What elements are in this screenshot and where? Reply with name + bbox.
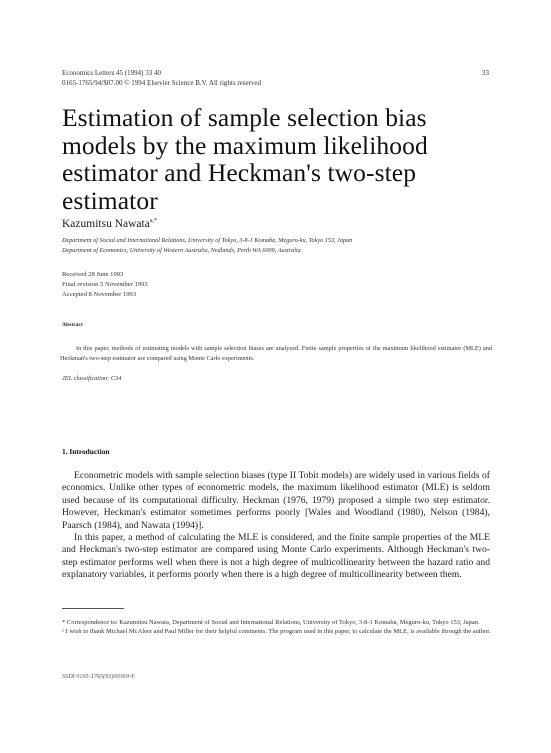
footnotes <box>62 618 492 637</box>
affiliation-1: Department of Social and International Relations, University of Tokyo, 3-8-1 Komaba, Meguro-ku, Tokyo 153, Japan <box>62 237 353 244</box>
footnote-acknowledgement: ¹ I wish to thank Michael McAleer and Paul Miller for their helpful comments. The program used in this paper, to calculate the MLE, is available through the author. <box>62 628 491 636</box>
author-name: Kazumitsu Nawata <box>62 218 150 230</box>
author-line <box>62 218 157 230</box>
jel-classification: JEL classification: C34 <box>62 375 122 382</box>
paragraph-2: In this paper, a method of calculating the MLE is considered, and the finite sample properties of the MLE and Heckman's two-step estimator are compared using Monte Carlo experiments. Although Heckman's two-step estimator performs well when there is not a high degree of multicollinearity between the hazard ratio and explanatory variables, it performs poorly when there is a high degree of multicollinearity between them. <box>62 532 490 581</box>
abstract-text: In this paper, methods of estimating models with sample selection biases are analyzed. Finite sample properties of the maximum likelihood estimator (MLE) and Heckman's two-step estimator are compared using Monte Carlo experiments. <box>60 345 492 362</box>
author-marks: a,* <box>149 218 157 225</box>
footnote-correspondence: * Correspondence to: Kazumitsu Nawata, Department of Social and International Relations, University of Tokyo, 3-8-1 Komaba, Meguro-ku, Tokyo 153, Japan. <box>62 619 480 626</box>
issn-copyright: 0165-1765/94/$07.00 © 1994 Elsevier Science B.V. All rights reserved <box>62 79 262 87</box>
paragraph-1: Econometric models with sample selection biases (type II Tobit models) are widely used in various fields of economics. Unlike other types of econometric models, the maximum likelihood estimator (MLE) is seldom used because of its computational difficulty. Heckman (1976, 1979) proposed a simple two step estimator. However, Heckman's estimator sometimes performs poorly [Wales and Woodland (1980), Nelson (1984), Paarsch (1984), and Nawata (1994)]. <box>62 470 490 531</box>
section-heading: 1. Introduction <box>62 447 110 456</box>
page-number: 33 <box>482 69 489 77</box>
ssdi-code: SSDI 0165-1765(93)00369-Y <box>62 673 135 680</box>
abstract-heading: Abstract <box>62 322 83 328</box>
affiliation-2: Department of Economics, University of Western Australia, Nedlands, Perth WA 6009, Australia <box>62 247 301 254</box>
section-body <box>62 470 490 582</box>
footnote-rule <box>62 608 124 609</box>
paper-title: Estimation of sample selection bias models by the maximum likelihood estimator and Heckman's two-step estimator <box>62 103 428 215</box>
date-revised: Final revision 5 November 1993 <box>62 281 148 288</box>
journal-citation: Economics Letters 45 (1994) 33 40 <box>62 69 161 77</box>
date-accepted: Accepted 8 November 1993 <box>62 291 137 298</box>
date-received: Received 28 June 1993 <box>62 271 124 278</box>
